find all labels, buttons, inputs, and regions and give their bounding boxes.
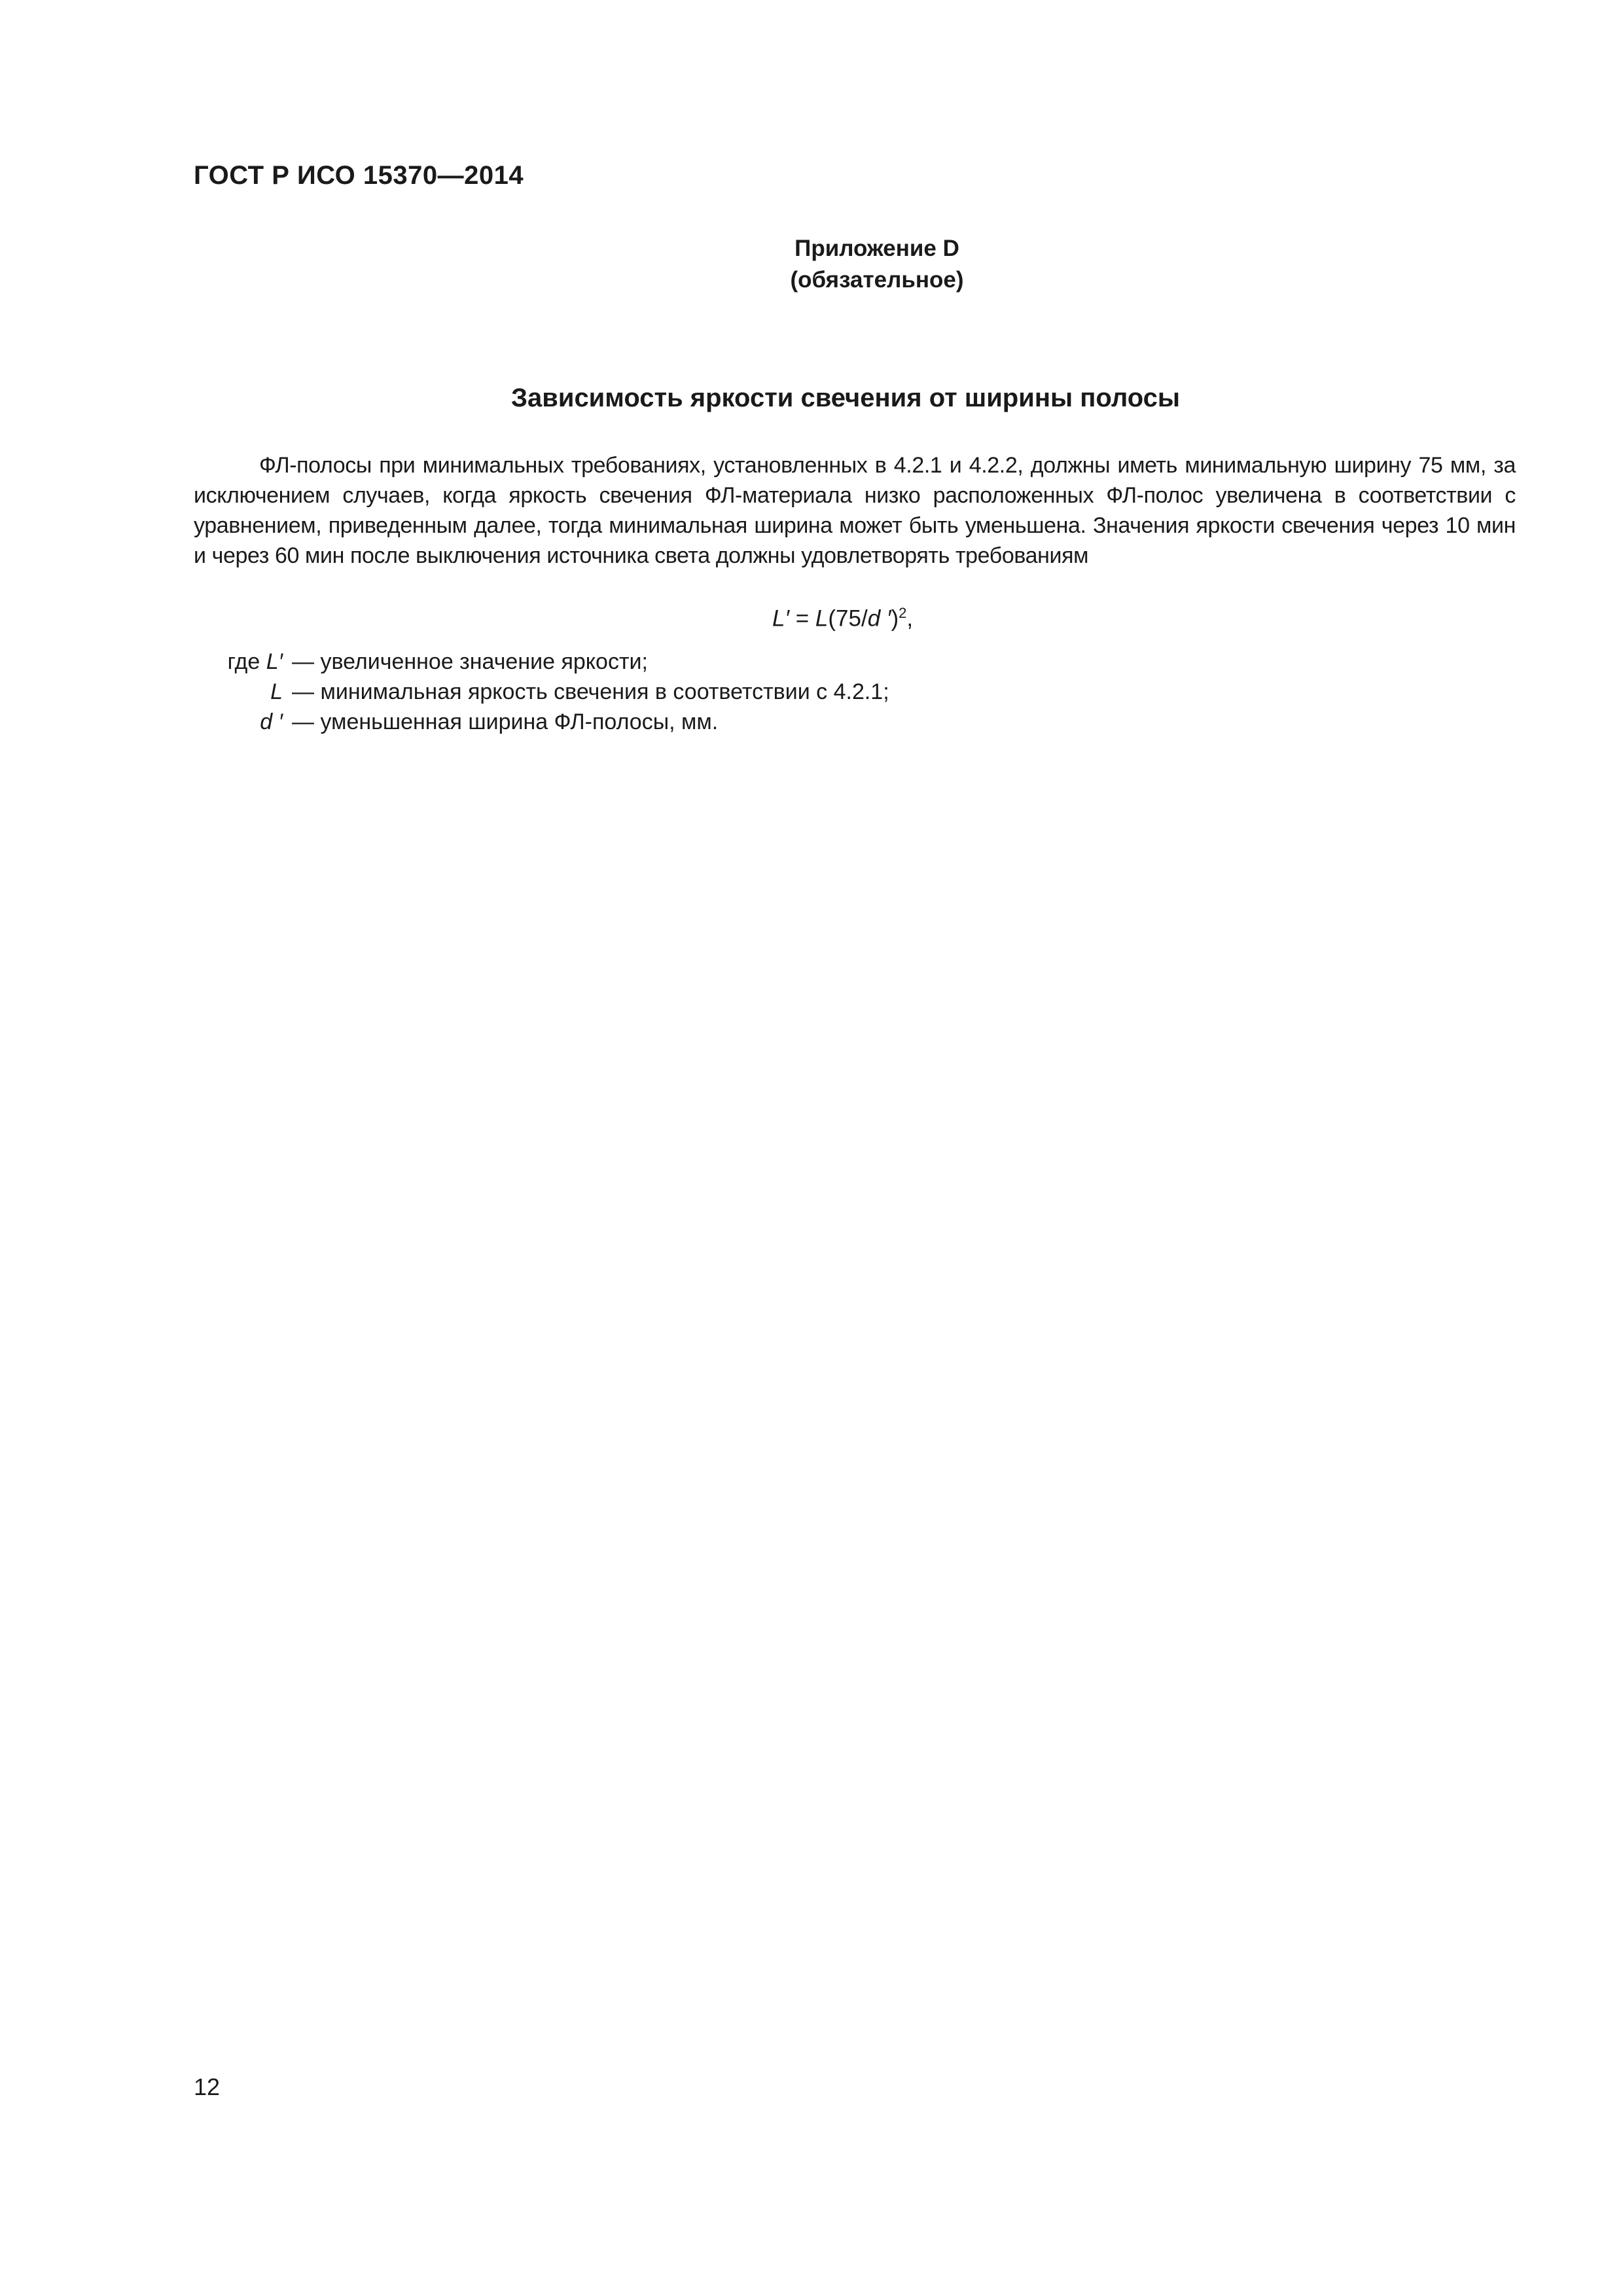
formula-rhs-close: )	[891, 605, 899, 632]
legend-symbol-text: L	[270, 679, 283, 704]
legend-prefix: где	[227, 649, 266, 674]
formula-exponent: 2	[899, 605, 907, 621]
annex-status: (обязательное)	[790, 267, 964, 293]
page-number: 12	[194, 2073, 221, 2100]
legend-description: — уменьшенная ширина ФЛ-полосы, мм.	[292, 709, 719, 734]
annex-label: Приложение D	[794, 236, 959, 261]
annex-title: Зависимость яркости свечения от ширины полосы	[510, 384, 1181, 412]
luminance-formula	[772, 605, 913, 632]
formula-trail: ,	[906, 605, 914, 632]
body-paragraph: ФЛ-полосы при минимальных требованиях, установленных в 4.2.1 и 4.2.2, должны иметь минимальную ширину 75 мм, за исключением случаев, когда яркость свечения ФЛ-материала низко расположенных ФЛ-полос увеличена в соответствии с уравнением, приведенным далее, тогда минимальная ширина может быть уменьшена. Значения яркости свечения через 10 мин и через 60 мин после выключения источника света должны удовлетворять требованиям	[194, 453, 1516, 568]
formula-rhs-var2: d ′	[867, 605, 891, 632]
legend-symbol-text: L′	[266, 649, 283, 674]
formula-rhs-open: (75/	[828, 605, 868, 632]
formula-equals: =	[789, 605, 815, 632]
annex-heading	[681, 233, 1073, 296]
legend-symbol-text: d ′	[260, 709, 283, 734]
standard-id-header: ГОСТ Р ИСО 15370—2014	[194, 161, 524, 190]
formula-rhs-var: L	[815, 605, 829, 632]
legend-symbol	[194, 707, 283, 737]
formula-lhs: L′	[772, 605, 790, 632]
legend-description: — увеличенное значение яркости;	[292, 649, 648, 674]
legend-description: — минимальная яркость свечения в соответствии с 4.2.1;	[292, 679, 889, 704]
legend-symbol	[194, 647, 283, 677]
legend-symbol	[194, 677, 283, 707]
